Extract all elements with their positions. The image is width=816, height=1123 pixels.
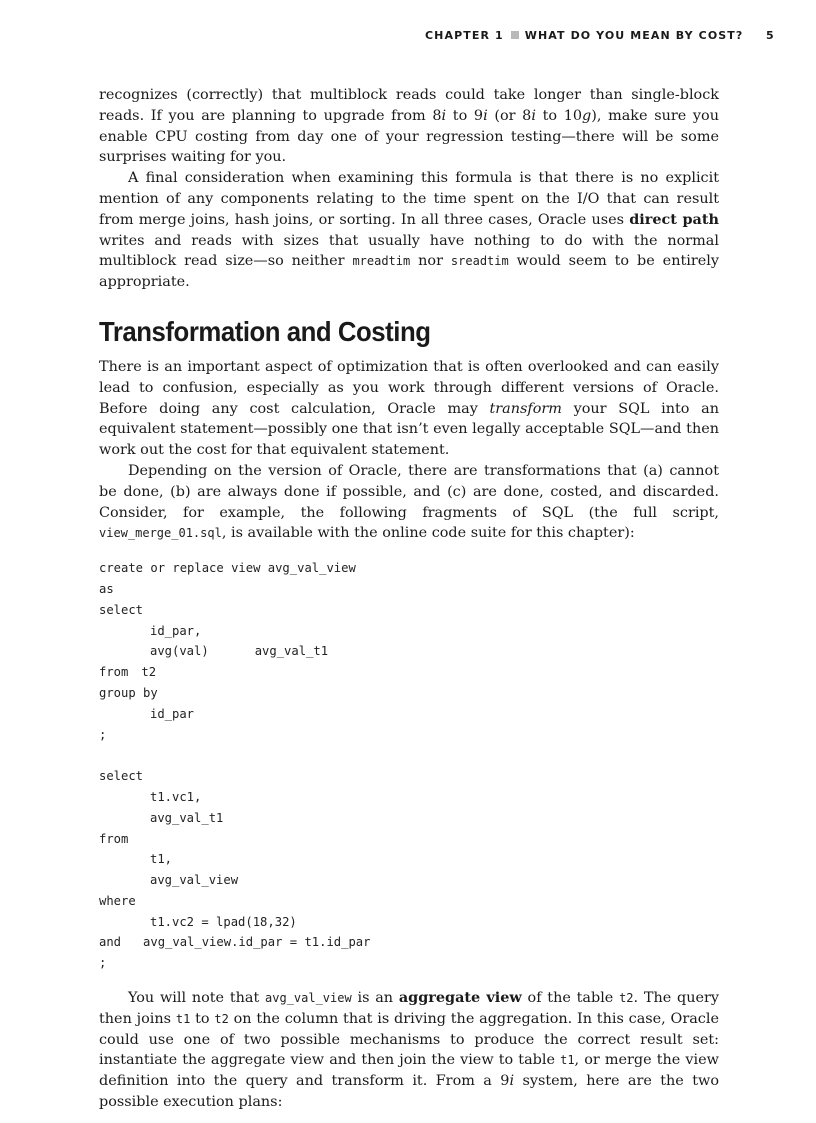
running-head — [0, 29, 816, 45]
paragraph-4: Depending on the version of Oracle, there are transformations that (a) cannot be done, (b) are always done if possible, and (c) are done, costed, and discarded. Consider, for example, the following fragments of SQL (the full script, view_merge_01.sql, is available with the online code suite for this chapter): — [99, 462, 719, 542]
paragraph-5: You will note that avg_val_view is an aggregate view of the table t2. The query then joins t1 to t2 on the column that is driving the aggregation. In this case, Oracle could use one of two possible mechanisms to produce the correct result set: instantiate the aggregate view and then join the view to table t1, or merge the view definition into the query and transform it. From a 9i system, here are the two possible execution plans: — [99, 989, 720, 1111]
paragraph-2: A final consideration when examining this formula is that there is no explicit mention of any components relating to the time spent on the I/O that can result from merge joins, hash joins, or sorting. In all three cases, Oracle uses direct path writes and reads with sizes that usually have nothing to do with the normal multiblock read size—so neither mreadtim nor sreadtim would seem to be entirely appropriate. — [99, 170, 719, 291]
section-heading: Transformation and Costing — [99, 315, 431, 347]
paragraph-1: recognizes (correctly) that multiblock reads could take longer than single-block reads. If you are planning to upgrade from 8i to 9i (or 8i to 10g), make sure you enable CPU costing from day one of your regression testing—there will be some surprises waiting for you. — [99, 87, 719, 166]
header-separator-icon — [511, 31, 519, 39]
page-body — [99, 85, 719, 1113]
code-listing: create or replace view avg_val_view as select id_par, avg(val) avg_val_t1 from t2 group by id_par ; select t1.vc1, avg_val_t1 from t1, avg_val_view where t1.vc2 = lpad(18,32) and avg_val_view.id_par = t1.id_par ; — [99, 561, 371, 971]
chapter-title: WHAT DO YOU MEAN BY COST? — [524, 29, 744, 42]
chapter-header — [425, 29, 743, 42]
paragraph-3: There is an important aspect of optimization that is often overlooked and can easily lead to confusion, especially as you work through different versions of Oracle. Before doing any cost calculation, Oracle may transform your SQL into an equivalent statement—possibly one that isn’t even legally acceptable SQL—and then work out the cost for that equivalent statement. — [99, 358, 719, 459]
chapter-label: CHAPTER 1 — [425, 29, 504, 42]
page-number: 5 — [766, 29, 775, 42]
